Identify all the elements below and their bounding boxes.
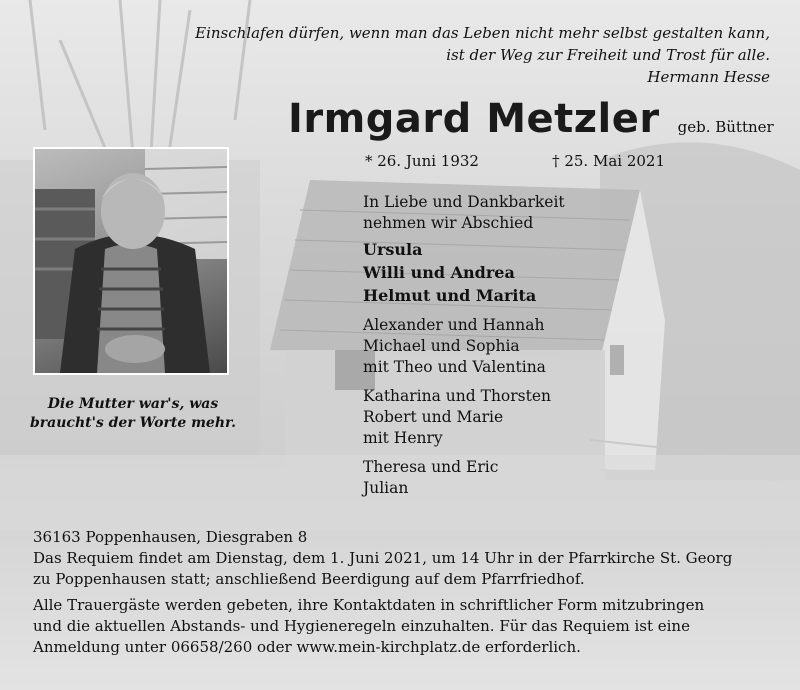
mourner-name: Willi und Andrea [363, 263, 515, 282]
death-date: † 25. Mai 2021 [552, 152, 665, 170]
caption-line: Die Mutter war's, was [47, 396, 219, 412]
notice-line: Anmeldung unter 06658/260 oder www.mein-kirchplatz.de erforderlich. [33, 638, 581, 656]
poem-quote [170, 22, 770, 88]
mourner-name: Alexander und Hannah [363, 316, 545, 334]
intro-line: In Liebe und Dankbarkeit [363, 193, 565, 211]
photo-caption [18, 395, 248, 433]
requiem-line: Das Requiem findet am Dienstag, dem 1. Juni 2021, um 14 Uhr in der Pfarrkirche St. Georg [33, 549, 733, 567]
portrait-illustration [35, 149, 227, 373]
portrait-photo [33, 147, 229, 375]
children-names [363, 238, 763, 307]
mourner-name: Julian [363, 479, 409, 497]
grandchildren-group-1 [363, 315, 763, 378]
intro-line: nehmen wir Abschied [363, 214, 534, 232]
mourner-name: Michael und Sophia [363, 337, 520, 355]
family-address: 36163 Poppenhausen, Diesgraben 8 [33, 528, 308, 546]
mourner-name: Robert und Marie [363, 408, 504, 426]
life-dates [365, 152, 665, 170]
service-details [33, 527, 773, 658]
mourners-list [363, 192, 763, 499]
caption-line: braucht's der Worte mehr. [30, 415, 236, 431]
birth-date: * 26. Juni 1932 [365, 152, 479, 170]
grandchildren-group-3 [363, 457, 763, 499]
quote-line: Einschlafen dürfen, wenn man das Leben nicht mehr selbst gestalten kann, [195, 24, 770, 42]
notice-line: Alle Trauergäste werden gebeten, ihre Kontaktdaten in schriftlicher Form mitzubringen [33, 596, 705, 614]
mourner-name: Helmut und Marita [363, 286, 537, 305]
mourner-name: Ursula [363, 240, 423, 259]
mourner-name: mit Theo und Valentina [363, 358, 546, 376]
quote-line: ist der Weg zur Freiheit und Trost für alle. [446, 46, 770, 64]
grandchildren-group-2 [363, 386, 763, 449]
quote-author: Hermann Hesse [647, 68, 770, 86]
requiem-line: zu Poppenhausen statt; anschließend Beerdigung auf dem Pfarrfriedhof. [33, 570, 585, 588]
mourner-name: Katharina und Thorsten [363, 387, 552, 405]
birth-name: geb. Büttner [677, 118, 774, 136]
farewell-intro [363, 192, 763, 234]
mourner-name: mit Henry [363, 429, 443, 447]
mourner-name: Theresa und Eric [363, 458, 499, 476]
deceased-name: Irmgard Metzler [288, 96, 660, 142]
deceased-name-row [288, 96, 788, 142]
notice-line: und die aktuellen Abstands- und Hygieneregeln einzuhalten. Für das Requiem ist eine [33, 617, 690, 635]
